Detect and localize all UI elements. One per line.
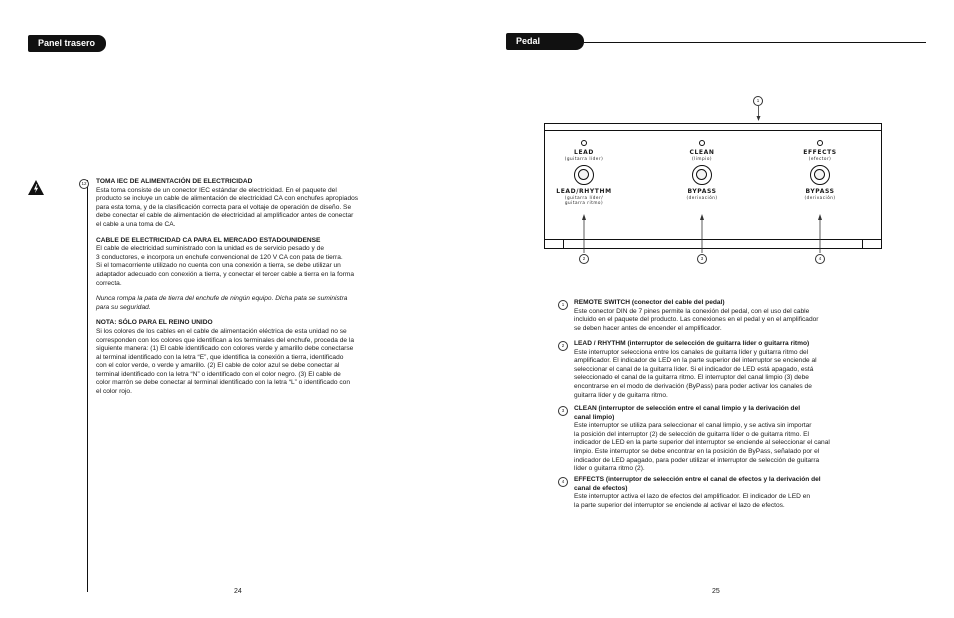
item-number-badge: 2 xyxy=(558,341,568,351)
section-tab-label: Panel trasero xyxy=(38,38,96,48)
body-line: El cable de electricidad suministrado con la unidad es de servicio pesado y de xyxy=(96,245,324,253)
body-line: Este interruptor se utiliza para seleccionar el canal limpio, y se activa sin importar xyxy=(574,422,812,430)
led-indicator xyxy=(581,140,587,146)
body-line: corresponden con los colores que identifican a los terminales del enchufe, proceda de la xyxy=(96,336,355,344)
item-title-line: canal de efectos) xyxy=(574,484,628,492)
switch-label-sub: (derivación) xyxy=(804,195,836,200)
item-title-line: REMOTE SWITCH (conector del cable del pedal) xyxy=(574,299,725,306)
section-title: TOMA IEC DE ALIMENTACIÓN DE ELECTRICIDAD xyxy=(96,178,253,185)
callout-1-arrow xyxy=(754,106,764,122)
switch-label-sub: (guitarra líder/ xyxy=(564,195,604,200)
item-number-badge: 3 xyxy=(558,406,568,416)
body-line: al terminal identificado con la letra “E”, que identifica la conexión a tierra, identificado xyxy=(96,353,344,361)
led-label xyxy=(780,149,860,161)
footswitch-cap xyxy=(814,169,825,180)
high-voltage-warning-icon xyxy=(28,180,44,195)
switch-label-main: BYPASS xyxy=(687,188,717,195)
body-line: siguiente manera: (1) El cable identificado con colores verde y amarillo debe conectarse xyxy=(96,345,354,353)
body-line: el cable a una toma de CA. xyxy=(96,220,176,228)
item-number-badge: 1 xyxy=(558,300,568,310)
switch-label-main: LEAD/RHYTHM xyxy=(556,188,612,195)
item-title xyxy=(574,340,874,349)
item-description xyxy=(574,299,874,333)
section-tab xyxy=(28,35,106,52)
body-line: Si el tomacorriente utilizado no cuenta con una conexión a tierra, se debe utilizar un xyxy=(96,262,341,270)
header-rule xyxy=(584,42,926,43)
item-description xyxy=(574,405,874,474)
body-line: producto se incluye un cable de alimentación de electricidad CA con enchufes apropiados xyxy=(96,195,359,203)
body-line: para esta toma, y de la clasificación correcta para el voltaje de operación de diseño. Se xyxy=(96,203,352,211)
item-title xyxy=(574,476,874,493)
item-title-line: CLEAN (interruptor de selección entre el canal limpio y la derivación del xyxy=(574,405,801,412)
switch-label-sub: guitarra ritmo) xyxy=(564,200,604,205)
body-line: Si los colores de los cables en el cable de alimentación eléctrica de esta unidad no se xyxy=(96,327,347,335)
footswitch-cap xyxy=(578,169,589,180)
callout-4: 4 xyxy=(815,254,825,264)
led-label-main: EFFECTS xyxy=(803,149,837,156)
text-section xyxy=(96,319,386,396)
callout-arrow xyxy=(697,213,707,253)
switch-label-sub: (derivación) xyxy=(686,195,718,200)
item-title-line: canal limpio) xyxy=(574,413,615,421)
body-line: encontrarse en el modo de derivación (ByPass) para poder activar los canales de xyxy=(574,382,812,390)
item-number-badge: 4 xyxy=(558,477,568,487)
led-label-sub: (guitarra líder) xyxy=(564,156,604,161)
item-title xyxy=(574,405,874,422)
body-line: la posición del interruptor (2) de selección de guitarra líder o de guitarra ritmo. El xyxy=(574,430,809,438)
body-line: 3 conductores, e incorpora un enchufe convencional de 120 V CA con pata de tierra. xyxy=(96,253,343,261)
section-tab-label: Pedal xyxy=(516,36,541,46)
body-line: seleccionado el canal de la guitarra ritmo. El interruptor del canal limpio (3) debe xyxy=(574,374,809,382)
callout-1: 1 xyxy=(753,96,763,106)
led-label xyxy=(662,149,742,161)
body-line: color marrón se debe conectar al terminal identificado con la letra “L” o identificado con xyxy=(96,379,350,387)
switch-label-main: BYPASS xyxy=(805,188,835,195)
body-line: incluido en el paquete del producto. Las conexiones en el pedal y en el amplificador xyxy=(574,316,819,324)
page-number: 24 xyxy=(234,588,242,595)
led-label xyxy=(544,149,624,161)
body-line: Este conector DIN de 7 pines permite la conexión del pedal, con el uso del cable xyxy=(574,307,810,315)
body-line: líder o guitarra ritmo (2). xyxy=(574,465,645,473)
body-line: el color rojo. xyxy=(96,388,132,396)
body-line: limpio. Este interruptor se debe encontrar en la posición de ByPass, señalado por el xyxy=(574,447,820,455)
body-line: para su seguridad. xyxy=(96,303,151,311)
item-title-line: EFFECTS (interruptor de selección entre el canal de efectos y la derivación del xyxy=(574,476,821,483)
item-description xyxy=(574,340,874,400)
switch-label xyxy=(539,188,629,205)
switch-label xyxy=(657,188,747,200)
led-indicator xyxy=(817,140,823,146)
led-indicator xyxy=(699,140,705,146)
text-section xyxy=(96,237,386,289)
body-line: debe conectar el cable de alimentación de electricidad al amplificador antes de conectar xyxy=(96,212,354,220)
callout-arrow xyxy=(815,213,825,253)
body-line: Nunca rompa la pata de tierra del enchufe de ningún equipo. Dicha pata se suministra xyxy=(96,295,348,303)
footswitch xyxy=(810,165,830,185)
page-number: 25 xyxy=(712,588,720,595)
body-line: terminal identificado con la letra “N” o identificado con el color negro. (3) El cable de xyxy=(96,370,341,378)
body-line: con el color verde, o verde y amarillo. (2) El cable de color azul se debe conectar al xyxy=(96,362,340,370)
body-line: la parte superior del interruptor se enciende al activar el lazo de efectos. xyxy=(574,501,785,509)
left-text-block xyxy=(96,178,386,404)
body-line: Esta toma consiste de un conector IEC estándar de electricidad. En el paquete del xyxy=(96,186,337,194)
pedal-body xyxy=(544,123,882,249)
body-line: seleccionar el canal de la guitarra líder. Si el indicador de LED está apagado, está xyxy=(574,365,814,373)
body-line: se deben hacer antes de encender el amplificador. xyxy=(574,324,722,332)
item-title-line: LEAD / RHYTHM (interruptor de selección de guitarra líder o guitarra ritmo) xyxy=(574,340,810,347)
footswitch-cap xyxy=(696,169,707,180)
item-number-badge: 12 xyxy=(79,179,89,189)
item-description xyxy=(574,476,874,510)
footswitch xyxy=(574,165,594,185)
led-label-main: LEAD xyxy=(574,149,594,156)
callout-3: 3 xyxy=(697,254,707,264)
body-line: adaptador adecuado con conexión a tierra, y conectar el tercer cable a tierra en la forma xyxy=(96,270,355,278)
led-label-main: CLEAN xyxy=(689,149,715,156)
led-label-sub: (limpio) xyxy=(691,156,713,161)
callout-2: 2 xyxy=(579,254,589,264)
led-label-sub: (efector) xyxy=(808,156,832,161)
section-tab xyxy=(506,33,584,50)
body-line: Este interruptor activa el lazo de efectos del amplificador. El indicador de LED en xyxy=(574,493,811,501)
switch-label xyxy=(775,188,865,200)
body-line: correcta. xyxy=(96,279,122,287)
section-title: NOTA: SÓLO PARA EL REINO UNIDO xyxy=(96,319,213,327)
section-title: CABLE DE ELECTRICIDAD CA PARA EL MERCADO ESTADOUNIDENSE xyxy=(96,236,321,244)
text-section xyxy=(96,178,386,230)
left-margin-rule xyxy=(87,180,88,592)
body-line: Este interruptor selecciona entre los canales de guitarra líder y guitarra ritmo del xyxy=(574,348,809,356)
body-line: amplificador. El indicador de LED en la parte superior del interruptor se enciende al xyxy=(574,357,817,365)
callout-arrow xyxy=(579,213,589,253)
body-line: guitarra líder y de guitarra ritmo. xyxy=(574,391,668,399)
footswitch xyxy=(692,165,712,185)
text-section xyxy=(96,295,386,312)
body-line: indicador de LED apagado, para poder utilizar el interruptor de selección de guitarra xyxy=(574,456,820,464)
body-line: indicador de LED en la parte superior del interruptor se enciende al seleccionar el canal xyxy=(574,439,830,447)
item-title xyxy=(574,299,874,308)
